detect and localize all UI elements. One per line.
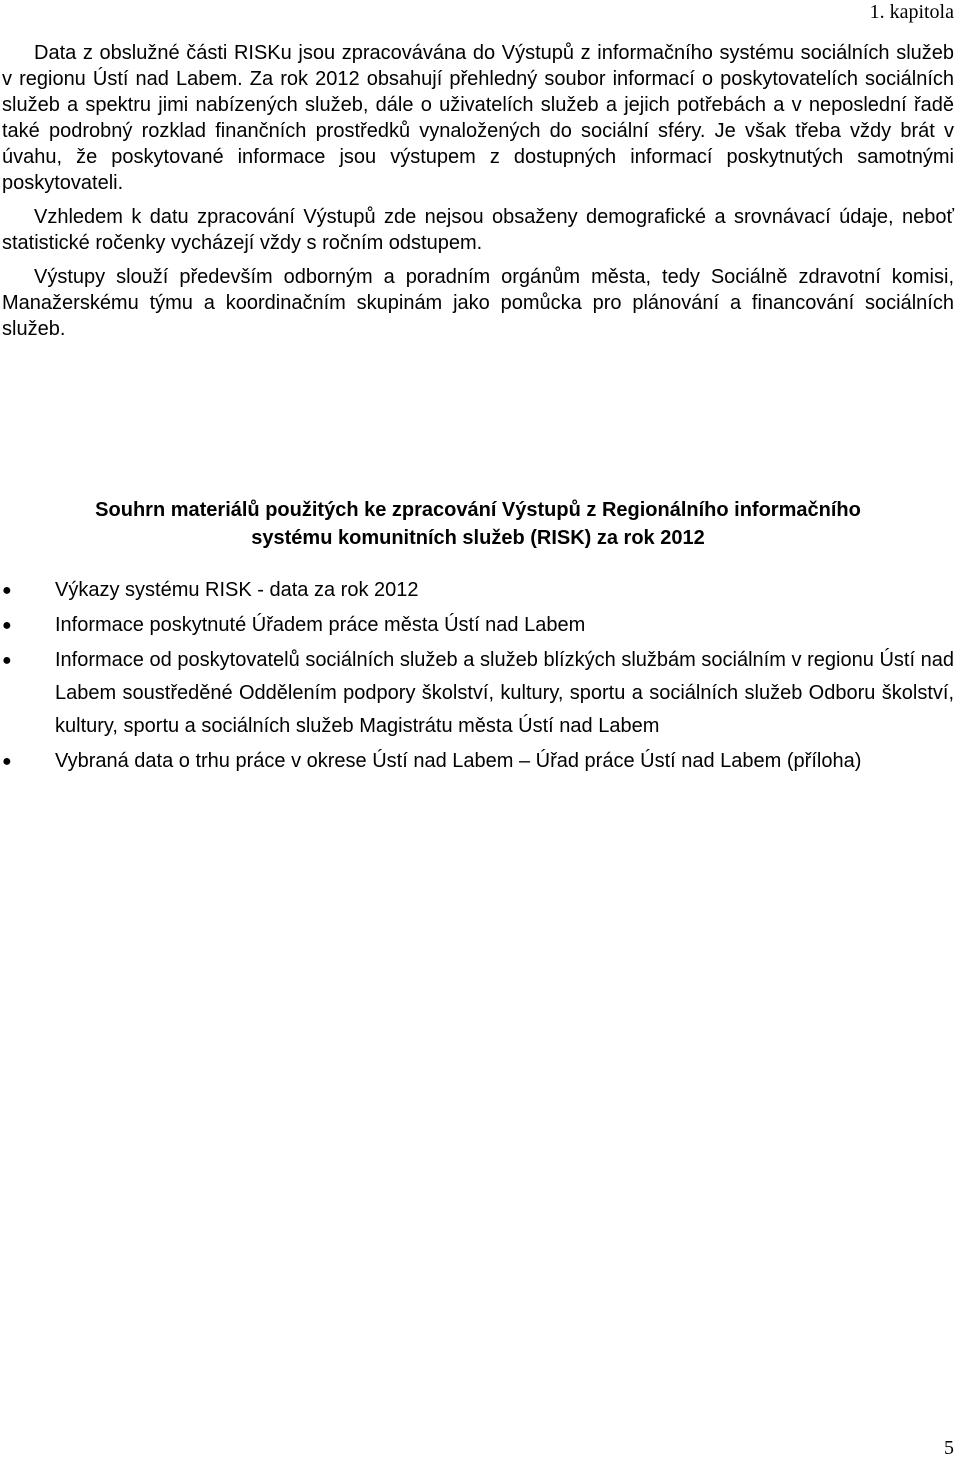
chapter-header: 1. kapitola bbox=[869, 1, 954, 23]
bullet-icon: ● bbox=[2, 652, 12, 669]
page-number: 5 bbox=[944, 1437, 954, 1459]
intro-text bbox=[2, 40, 954, 342]
list-item bbox=[0, 745, 954, 778]
bullet-icon: ● bbox=[2, 753, 12, 770]
section-title-line-1: Souhrn materiálů použitých ke zpracování Výstupů z Regionálního informačního bbox=[95, 499, 861, 521]
list-item-text: Informace poskytnuté Úřadem práce města Ústí nad Labem bbox=[55, 614, 586, 636]
bullet-icon: ● bbox=[2, 582, 12, 599]
list-item bbox=[0, 609, 954, 642]
list-item-text: Výkazy systému RISK - data za rok 2012 bbox=[55, 579, 419, 601]
section-title-line-2: systému komunitních služeb (RISK) za rok 2012 bbox=[251, 527, 705, 549]
purpose-paragraph: Výstupy slouží především odborným a poradním orgánům města, tedy Sociálně zdravotní komisi, Manažerskému týmu a koordinačním skupinám jako pomůcka pro plánování a financování sociálních služeb. bbox=[2, 266, 954, 340]
data-note-paragraph: Vzhledem k datu zpracování Výstupů zde nejsou obsaženy demografické a srovnávací údaje, neboť statistické ročenky vycházejí vždy s ročním odstupem. bbox=[2, 206, 954, 254]
section-title bbox=[2, 496, 954, 552]
sources-list bbox=[0, 574, 954, 780]
list-item-text: Vybraná data o trhu práce v okrese Ústí nad Labem – Úřad práce Ústí nad Labem (příloha) bbox=[55, 750, 862, 772]
list-item bbox=[0, 574, 954, 607]
bullet-icon: ● bbox=[2, 617, 12, 634]
list-item-text: Informace od poskytovatelů sociálních služeb a služeb blízkých službám sociálním v regionu Ústí nad Labem soustředěné Oddělením podpory školství, kultury, sportu a sociálních služeb Odboru školství, kultury, sportu a sociálních služeb Magistrátu města Ústí nad Labem bbox=[55, 649, 954, 737]
intro-paragraph: Data z obslužné části RISKu jsou zpracovávána do Výstupů z informačního systému sociálních služeb v regionu Ústí nad Labem. Za rok 2012 obsahují přehledný soubor informací o poskytovatelích sociálních služeb a spektru jimi nabízených služeb, dále o uživatelích služeb a jejich potřebách a v neposlední řadě také podrobný rozklad finančních prostředků vynaložených do sociální sféry. Je však třeba vždy brát v úvahu, že poskytované informace jsou výstupem z dostupných informací poskytnutých samotnými poskytovateli. bbox=[2, 42, 954, 194]
list-item bbox=[0, 644, 954, 743]
